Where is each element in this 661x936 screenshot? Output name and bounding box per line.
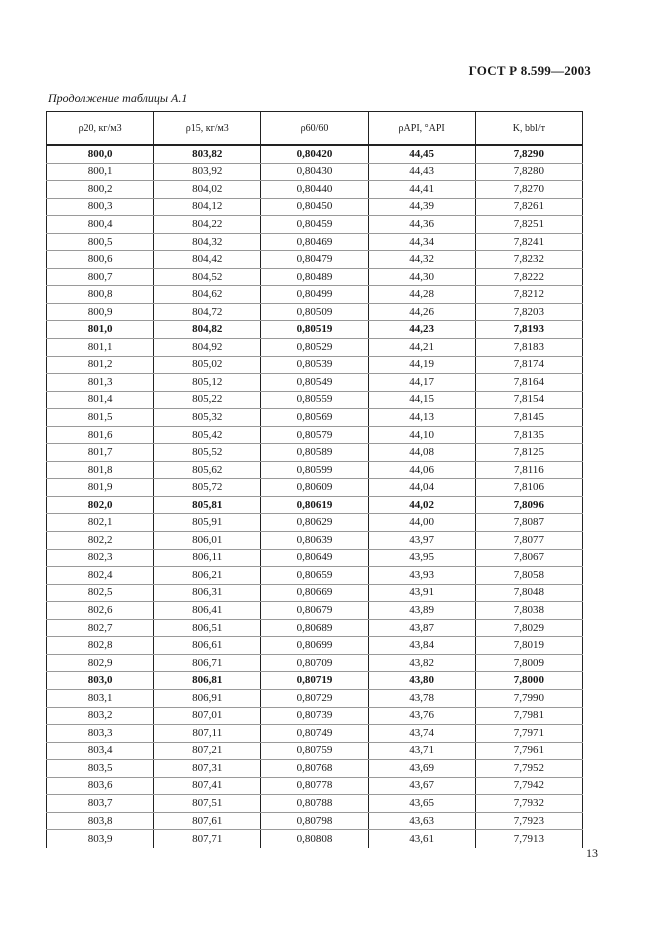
table-cell: 43,97 bbox=[368, 532, 475, 550]
table-row bbox=[47, 760, 583, 778]
table-cell: 0,80749 bbox=[261, 725, 368, 743]
table-cell: 0,80649 bbox=[261, 549, 368, 567]
table-cell: 43,78 bbox=[368, 689, 475, 707]
table-cell: 7,8000 bbox=[475, 672, 582, 690]
column-header-rho-api: ρAPI, °API bbox=[368, 112, 475, 146]
table-cell: 0,80689 bbox=[261, 619, 368, 637]
table-cell: 804,52 bbox=[154, 268, 261, 286]
table-cell: 7,8193 bbox=[475, 321, 582, 339]
table-cell: 0,80549 bbox=[261, 374, 368, 392]
table-cell: 7,8038 bbox=[475, 602, 582, 620]
table-cell: 800,8 bbox=[47, 286, 154, 304]
table-cell: 802,3 bbox=[47, 549, 154, 567]
table-cell: 806,01 bbox=[154, 532, 261, 550]
table-cell: 44,32 bbox=[368, 251, 475, 269]
table-cell: 802,2 bbox=[47, 532, 154, 550]
table-cell: 803,2 bbox=[47, 707, 154, 725]
table-cell: 804,12 bbox=[154, 198, 261, 216]
table-cell: 0,80788 bbox=[261, 795, 368, 813]
table-row bbox=[47, 672, 583, 690]
table-row bbox=[47, 198, 583, 216]
table-cell: 44,26 bbox=[368, 303, 475, 321]
table-cell: 43,89 bbox=[368, 602, 475, 620]
table-cell: 802,8 bbox=[47, 637, 154, 655]
table-cell: 807,31 bbox=[154, 760, 261, 778]
table-row bbox=[47, 356, 583, 374]
table-cell: 802,6 bbox=[47, 602, 154, 620]
table-cell: 7,7932 bbox=[475, 795, 582, 813]
table-cell: 803,3 bbox=[47, 725, 154, 743]
table-row bbox=[47, 303, 583, 321]
table-cell: 7,8174 bbox=[475, 356, 582, 374]
table-cell: 806,51 bbox=[154, 619, 261, 637]
table-row bbox=[47, 549, 583, 567]
table-row bbox=[47, 286, 583, 304]
table-cell: 0,80729 bbox=[261, 689, 368, 707]
table-cell: 0,80430 bbox=[261, 163, 368, 181]
table-cell: 0,80679 bbox=[261, 602, 368, 620]
table-row bbox=[47, 584, 583, 602]
table-cell: 805,62 bbox=[154, 461, 261, 479]
table-cell: 43,93 bbox=[368, 567, 475, 585]
table-cell: 0,80519 bbox=[261, 321, 368, 339]
table-cell: 801,5 bbox=[47, 409, 154, 427]
table-cell: 807,41 bbox=[154, 777, 261, 795]
table-cell: 800,0 bbox=[47, 145, 154, 163]
table-row bbox=[47, 251, 583, 269]
table-cell: 7,8203 bbox=[475, 303, 582, 321]
table-cell: 44,10 bbox=[368, 426, 475, 444]
table-row bbox=[47, 742, 583, 760]
table-cell: 0,80739 bbox=[261, 707, 368, 725]
table-cell: 800,2 bbox=[47, 181, 154, 199]
table-cell: 802,4 bbox=[47, 567, 154, 585]
table-cell: 803,5 bbox=[47, 760, 154, 778]
table-cell: 0,80719 bbox=[261, 672, 368, 690]
table-cell: 44,08 bbox=[368, 444, 475, 462]
table-cell: 801,7 bbox=[47, 444, 154, 462]
table-cell: 801,9 bbox=[47, 479, 154, 497]
table-cell: 804,72 bbox=[154, 303, 261, 321]
table-cell: 800,7 bbox=[47, 268, 154, 286]
table-cell: 43,69 bbox=[368, 760, 475, 778]
table-cell: 44,39 bbox=[368, 198, 475, 216]
table-cell: 7,8232 bbox=[475, 251, 582, 269]
table-row bbox=[47, 619, 583, 637]
table-row bbox=[47, 374, 583, 392]
table-cell: 805,72 bbox=[154, 479, 261, 497]
table-cell: 43,71 bbox=[368, 742, 475, 760]
table-cell: 0,80609 bbox=[261, 479, 368, 497]
table-row bbox=[47, 602, 583, 620]
table-cell: 0,80599 bbox=[261, 461, 368, 479]
table-cell: 43,74 bbox=[368, 725, 475, 743]
table-cell: 0,80529 bbox=[261, 339, 368, 357]
document-code: ГОСТ Р 8.599—2003 bbox=[468, 63, 591, 78]
table-cell: 807,01 bbox=[154, 707, 261, 725]
table-cell: 7,7981 bbox=[475, 707, 582, 725]
table-cell: 0,80659 bbox=[261, 567, 368, 585]
table-cell: 803,92 bbox=[154, 163, 261, 181]
table-cell: 0,80768 bbox=[261, 760, 368, 778]
table-cell: 43,87 bbox=[368, 619, 475, 637]
table-cell: 803,4 bbox=[47, 742, 154, 760]
table-cell: 801,8 bbox=[47, 461, 154, 479]
table-cell: 7,8067 bbox=[475, 549, 582, 567]
table-cell: 0,80440 bbox=[261, 181, 368, 199]
column-header-rho20: ρ20, кг/м3 bbox=[47, 112, 154, 146]
table-cell: 0,80499 bbox=[261, 286, 368, 304]
density-table bbox=[46, 111, 583, 848]
table-cell: 43,63 bbox=[368, 812, 475, 830]
table-cell: 805,02 bbox=[154, 356, 261, 374]
table-cell: 0,80539 bbox=[261, 356, 368, 374]
table-row bbox=[47, 321, 583, 339]
table-cell: 807,21 bbox=[154, 742, 261, 760]
table-cell: 7,8116 bbox=[475, 461, 582, 479]
table-row bbox=[47, 163, 583, 181]
table-cell: 801,4 bbox=[47, 391, 154, 409]
table-cell: 0,80639 bbox=[261, 532, 368, 550]
table-cell: 0,80569 bbox=[261, 409, 368, 427]
table-cell: 7,8087 bbox=[475, 514, 582, 532]
table-cell: 7,8154 bbox=[475, 391, 582, 409]
table-cell: 0,80489 bbox=[261, 268, 368, 286]
table-cell: 806,81 bbox=[154, 672, 261, 690]
column-header-k: K, bbl/т bbox=[475, 112, 582, 146]
table-cell: 0,80798 bbox=[261, 812, 368, 830]
table-cell: 7,7913 bbox=[475, 830, 582, 849]
table-row bbox=[47, 689, 583, 707]
table-cell: 806,61 bbox=[154, 637, 261, 655]
table-cell: 807,11 bbox=[154, 725, 261, 743]
table-cell: 7,8290 bbox=[475, 145, 582, 163]
table-cell: 7,8222 bbox=[475, 268, 582, 286]
table-row bbox=[47, 145, 583, 163]
table-cell: 0,80420 bbox=[261, 145, 368, 163]
table-row bbox=[47, 426, 583, 444]
table-cell: 0,80479 bbox=[261, 251, 368, 269]
table-cell: 7,8077 bbox=[475, 532, 582, 550]
table-cell: 804,92 bbox=[154, 339, 261, 357]
table-cell: 803,9 bbox=[47, 830, 154, 849]
table-cell: 805,52 bbox=[154, 444, 261, 462]
table-cell: 803,6 bbox=[47, 777, 154, 795]
table-cell: 803,8 bbox=[47, 812, 154, 830]
table-cell: 7,7961 bbox=[475, 742, 582, 760]
table-cell: 804,32 bbox=[154, 233, 261, 251]
table-cell: 0,80619 bbox=[261, 496, 368, 514]
table-cell: 43,76 bbox=[368, 707, 475, 725]
table-cell: 43,65 bbox=[368, 795, 475, 813]
table-cell: 0,80469 bbox=[261, 233, 368, 251]
table-cell: 800,3 bbox=[47, 198, 154, 216]
page-number: 13 bbox=[586, 846, 598, 860]
table-cell: 44,17 bbox=[368, 374, 475, 392]
table-cell: 803,82 bbox=[154, 145, 261, 163]
table-caption: Продолжение таблицы А.1 bbox=[48, 91, 188, 105]
table-cell: 0,80509 bbox=[261, 303, 368, 321]
table-cell: 803,7 bbox=[47, 795, 154, 813]
table-cell: 7,8106 bbox=[475, 479, 582, 497]
table-cell: 807,71 bbox=[154, 830, 261, 849]
table-cell: 802,1 bbox=[47, 514, 154, 532]
table-cell: 7,8019 bbox=[475, 637, 582, 655]
table-cell: 7,8009 bbox=[475, 654, 582, 672]
table-cell: 803,0 bbox=[47, 672, 154, 690]
table-cell: 806,91 bbox=[154, 689, 261, 707]
table-row bbox=[47, 637, 583, 655]
table-cell: 806,21 bbox=[154, 567, 261, 585]
table-cell: 0,80699 bbox=[261, 637, 368, 655]
table-cell: 802,9 bbox=[47, 654, 154, 672]
table-body bbox=[47, 145, 583, 848]
table-row bbox=[47, 444, 583, 462]
table-cell: 804,42 bbox=[154, 251, 261, 269]
table-cell: 44,43 bbox=[368, 163, 475, 181]
table-cell: 7,7923 bbox=[475, 812, 582, 830]
table-row bbox=[47, 532, 583, 550]
table-cell: 0,80579 bbox=[261, 426, 368, 444]
table-row bbox=[47, 707, 583, 725]
table-cell: 44,19 bbox=[368, 356, 475, 374]
table-cell: 43,80 bbox=[368, 672, 475, 690]
table-row bbox=[47, 777, 583, 795]
table-cell: 7,8135 bbox=[475, 426, 582, 444]
table-row bbox=[47, 461, 583, 479]
column-header-rho15: ρ15, кг/м3 bbox=[154, 112, 261, 146]
table-cell: 7,7952 bbox=[475, 760, 582, 778]
table-cell: 805,91 bbox=[154, 514, 261, 532]
table-cell: 804,22 bbox=[154, 216, 261, 234]
table-cell: 44,00 bbox=[368, 514, 475, 532]
table-cell: 44,06 bbox=[368, 461, 475, 479]
table-cell: 801,6 bbox=[47, 426, 154, 444]
table-cell: 804,82 bbox=[154, 321, 261, 339]
table-cell: 0,80669 bbox=[261, 584, 368, 602]
table-cell: 7,8261 bbox=[475, 198, 582, 216]
table-cell: 7,8048 bbox=[475, 584, 582, 602]
table-row bbox=[47, 409, 583, 427]
table-cell: 44,45 bbox=[368, 145, 475, 163]
table-cell: 804,02 bbox=[154, 181, 261, 199]
table-cell: 7,8183 bbox=[475, 339, 582, 357]
table-cell: 44,30 bbox=[368, 268, 475, 286]
table-cell: 7,8125 bbox=[475, 444, 582, 462]
table-cell: 44,13 bbox=[368, 409, 475, 427]
table-row bbox=[47, 830, 583, 849]
table-cell: 43,91 bbox=[368, 584, 475, 602]
table-row bbox=[47, 725, 583, 743]
table-cell: 800,6 bbox=[47, 251, 154, 269]
table-cell: 801,1 bbox=[47, 339, 154, 357]
table-cell: 0,80759 bbox=[261, 742, 368, 760]
table-cell: 7,8212 bbox=[475, 286, 582, 304]
table-cell: 7,7971 bbox=[475, 725, 582, 743]
table-cell: 44,21 bbox=[368, 339, 475, 357]
table-cell: 806,31 bbox=[154, 584, 261, 602]
table-cell: 44,02 bbox=[368, 496, 475, 514]
table-cell: 0,80589 bbox=[261, 444, 368, 462]
table-row bbox=[47, 479, 583, 497]
table-cell: 7,8251 bbox=[475, 216, 582, 234]
table-cell: 43,84 bbox=[368, 637, 475, 655]
table-row bbox=[47, 567, 583, 585]
table-cell: 44,23 bbox=[368, 321, 475, 339]
table-cell: 805,81 bbox=[154, 496, 261, 514]
column-header-rho60-60: ρ60/60 bbox=[261, 112, 368, 146]
table-row bbox=[47, 391, 583, 409]
table-cell: 803,1 bbox=[47, 689, 154, 707]
table-cell: 44,36 bbox=[368, 216, 475, 234]
table-row bbox=[47, 216, 583, 234]
table-cell: 806,11 bbox=[154, 549, 261, 567]
table-cell: 805,42 bbox=[154, 426, 261, 444]
table-cell: 0,80709 bbox=[261, 654, 368, 672]
table-cell: 801,0 bbox=[47, 321, 154, 339]
table-cell: 801,2 bbox=[47, 356, 154, 374]
table-cell: 802,7 bbox=[47, 619, 154, 637]
table-cell: 44,04 bbox=[368, 479, 475, 497]
table-cell: 805,22 bbox=[154, 391, 261, 409]
table-cell: 805,12 bbox=[154, 374, 261, 392]
table-cell: 806,41 bbox=[154, 602, 261, 620]
table-cell: 44,28 bbox=[368, 286, 475, 304]
table-row bbox=[47, 514, 583, 532]
table-header-row bbox=[47, 112, 583, 146]
table-cell: 0,80559 bbox=[261, 391, 368, 409]
table-cell: 7,8164 bbox=[475, 374, 582, 392]
table-cell: 800,4 bbox=[47, 216, 154, 234]
table-cell: 43,67 bbox=[368, 777, 475, 795]
table-cell: 44,41 bbox=[368, 181, 475, 199]
table-cell: 44,15 bbox=[368, 391, 475, 409]
table-row bbox=[47, 496, 583, 514]
table-cell: 0,80450 bbox=[261, 198, 368, 216]
table-cell: 0,80808 bbox=[261, 830, 368, 849]
table-cell: 7,7990 bbox=[475, 689, 582, 707]
table-cell: 807,51 bbox=[154, 795, 261, 813]
table-cell: 800,1 bbox=[47, 163, 154, 181]
table-cell: 43,82 bbox=[368, 654, 475, 672]
table-row bbox=[47, 233, 583, 251]
table-cell: 802,5 bbox=[47, 584, 154, 602]
table-row bbox=[47, 181, 583, 199]
table-cell: 0,80778 bbox=[261, 777, 368, 795]
table-row bbox=[47, 268, 583, 286]
table-cell: 7,8029 bbox=[475, 619, 582, 637]
table-row bbox=[47, 795, 583, 813]
table-cell: 7,8096 bbox=[475, 496, 582, 514]
table-cell: 7,7942 bbox=[475, 777, 582, 795]
table-cell: 801,3 bbox=[47, 374, 154, 392]
table-cell: 804,62 bbox=[154, 286, 261, 304]
table-cell: 7,8058 bbox=[475, 567, 582, 585]
table-cell: 7,8241 bbox=[475, 233, 582, 251]
table-cell: 802,0 bbox=[47, 496, 154, 514]
table-cell: 0,80459 bbox=[261, 216, 368, 234]
table-cell: 807,61 bbox=[154, 812, 261, 830]
table-cell: 7,8270 bbox=[475, 181, 582, 199]
table-cell: 43,95 bbox=[368, 549, 475, 567]
table-cell: 43,61 bbox=[368, 830, 475, 849]
table-cell: 806,71 bbox=[154, 654, 261, 672]
table-cell: 800,5 bbox=[47, 233, 154, 251]
table-row bbox=[47, 654, 583, 672]
table-cell: 0,80629 bbox=[261, 514, 368, 532]
table-cell: 44,34 bbox=[368, 233, 475, 251]
table-cell: 7,8145 bbox=[475, 409, 582, 427]
table-row bbox=[47, 339, 583, 357]
table-cell: 7,8280 bbox=[475, 163, 582, 181]
table-row bbox=[47, 812, 583, 830]
table-cell: 805,32 bbox=[154, 409, 261, 427]
table-cell: 800,9 bbox=[47, 303, 154, 321]
